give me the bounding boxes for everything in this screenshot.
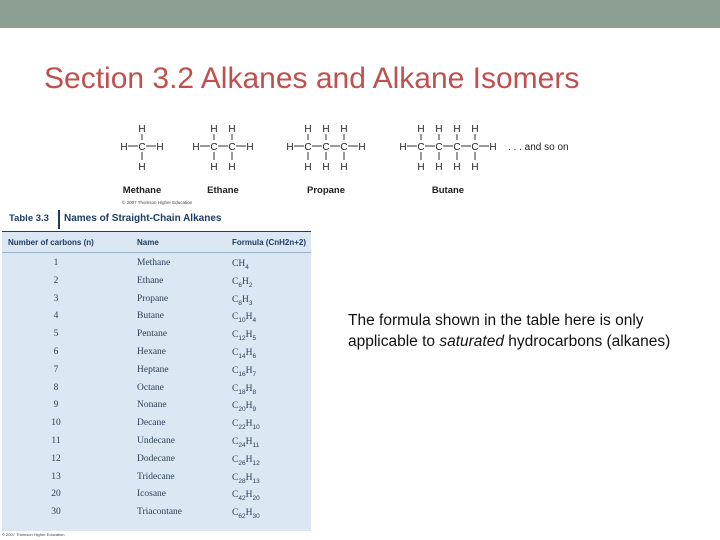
formula-h: H (238, 259, 246, 269)
formula-h: H (245, 490, 253, 501)
formula-c-sub: 22 (238, 424, 246, 432)
formula-h-sub: 9 (252, 406, 257, 414)
carbon-count: 30 (51, 507, 61, 518)
hydrogen-atom: H (304, 162, 312, 173)
hydrogen-atom: H (192, 142, 200, 153)
table-number: Table 3.3 (9, 213, 49, 224)
structure-label: Propane (306, 185, 346, 196)
alkane-formula (232, 347, 256, 360)
formula-c-sub: 12 (238, 335, 246, 343)
alkane-formula (232, 489, 260, 502)
formula-h: H (245, 330, 253, 341)
alkane-formula (232, 276, 252, 289)
formula-c-sub: 18 (238, 388, 246, 396)
table-row (2, 487, 311, 505)
formula-c: C (232, 347, 239, 358)
formula-h: H (245, 347, 253, 358)
alkane-formula (232, 436, 259, 449)
structures-copyright: © 2007 Thomson Higher Education (122, 200, 193, 205)
hydrogen-atom: H (471, 124, 479, 135)
formula-c: C (232, 490, 239, 501)
alkane-name: Pentane (137, 329, 168, 340)
alkane-name: Triacontane (137, 507, 183, 518)
hydrogen-atom: H (210, 124, 218, 135)
hydrogen-atom: H (435, 162, 443, 173)
carbon-atom: C (417, 142, 425, 153)
alkane-name: Undecane (137, 435, 175, 446)
hydrogen-atom: H (322, 162, 330, 173)
structural-formulas (108, 116, 608, 208)
formula-c-sub: 8 (238, 299, 242, 307)
carbon-count: 13 (51, 471, 61, 482)
table-row (2, 434, 311, 452)
formula-h-sub: 5 (252, 335, 257, 343)
hydrogen-atom: H (340, 124, 348, 135)
formula-c: C (232, 383, 239, 394)
alkane-formula (232, 311, 256, 324)
alkane-name: Heptane (137, 364, 169, 375)
carbon-count: 2 (53, 275, 59, 286)
structure-label: Butane (431, 185, 465, 196)
formula-h-sub: 7 (252, 370, 257, 378)
table-body (2, 232, 311, 531)
alkane-structures (108, 116, 608, 208)
hydrogen-atom: H (417, 162, 425, 173)
hydrogen-atom: H (417, 124, 425, 135)
formula-c: C (232, 259, 239, 269)
formula-c-sub: 24 (238, 441, 246, 449)
hydrogen-atom: H (399, 142, 407, 153)
formula-c: C (232, 401, 239, 412)
alkane-formula (232, 472, 260, 485)
carbon-atom: C (435, 142, 443, 153)
formula-h: H (245, 383, 253, 394)
alkane-table (2, 207, 311, 531)
note-before: The formula shown in the table here is only applicable to (348, 312, 644, 350)
formula-c-sub: 28 (238, 477, 246, 485)
hydrogen-atom: H (435, 124, 443, 135)
formula-h: H (245, 472, 253, 483)
alkane-formula (232, 294, 252, 307)
formula-h-sub: 8 (252, 388, 257, 396)
note-after: hydrocarbons (alkanes) (503, 333, 671, 350)
alkane-formula (232, 329, 256, 342)
hydrogen-atom: H (210, 162, 218, 173)
carbon-count: 9 (53, 400, 59, 411)
table-copyright: © 2007 Thomson Higher Education (2, 532, 65, 537)
hydrogen-atom: H (138, 124, 146, 135)
alkane-name: Ethane (137, 275, 164, 286)
table-row (2, 505, 311, 523)
table-row (2, 363, 311, 381)
structure-label: Ethane (207, 185, 239, 196)
alkane-formula (232, 258, 249, 271)
alkane-name: Octane (137, 382, 164, 393)
carbon-count: 6 (53, 346, 59, 357)
carbon-atom: C (322, 142, 330, 153)
formula-c: C (232, 508, 239, 519)
alkane-formula (232, 383, 256, 396)
carbon-atom: C (453, 142, 461, 153)
carbon-count: 7 (53, 364, 59, 375)
alkane-name: Decane (137, 418, 166, 429)
formula-c-sub: 26 (238, 459, 246, 467)
formula-c-sub: 10 (238, 317, 246, 325)
formula-c-sub: 16 (238, 370, 246, 378)
hydrogen-atom: H (138, 162, 146, 173)
table-row (2, 309, 311, 327)
formula-h: H (245, 508, 253, 519)
formula-h-sub: 4 (245, 263, 249, 271)
alkane-name: Butane (137, 311, 164, 322)
hydrogen-atom: H (453, 162, 461, 173)
table-row (2, 256, 311, 274)
table-row (2, 345, 311, 363)
alkane-name: Hexane (137, 346, 167, 357)
hydrogen-atom: H (228, 162, 236, 173)
formula-c: C (232, 276, 239, 287)
carbon-count: 4 (53, 311, 59, 322)
formula-h-sub: 30 (252, 513, 260, 521)
formula-h: H (245, 401, 253, 412)
carbon-count: 10 (51, 418, 61, 429)
carbon-count: 5 (53, 329, 59, 340)
alkane-formula (232, 507, 260, 520)
formula-c: C (232, 330, 239, 341)
formula-c: C (232, 436, 239, 447)
table-row (2, 381, 311, 399)
table-row (2, 274, 311, 292)
carbon-count: 1 (53, 258, 59, 268)
carbon-count: 20 (51, 489, 61, 500)
formula-h-sub: 13 (252, 477, 260, 485)
carbon-atom: C (210, 142, 218, 153)
carbon-atom: C (471, 142, 479, 153)
hydrogen-atom: H (304, 124, 312, 135)
table-divider (58, 210, 60, 229)
carbon-atom: C (304, 142, 312, 153)
formula-h-sub: 2 (248, 281, 253, 289)
hydrogen-atom: H (156, 142, 164, 153)
formula-c: C (232, 419, 239, 430)
hydrogen-atom: H (471, 162, 479, 173)
formula-h-sub: 11 (252, 441, 260, 449)
carbon-count: 8 (53, 382, 59, 393)
col-header-name: Name (137, 238, 159, 247)
col-header-formula: Formula (CnH2n+2) (232, 238, 307, 247)
formula-h: H (245, 365, 253, 376)
hydrogen-atom: H (358, 142, 366, 153)
table-row (2, 452, 311, 470)
alkane-name: Propane (137, 293, 169, 304)
carbon-count: 3 (53, 293, 59, 304)
formula-h-sub: 20 (252, 495, 260, 503)
formula-c: C (232, 365, 239, 376)
hydrogen-atom: H (453, 124, 461, 135)
col-header-carbons: Number of carbons (n) (8, 238, 94, 247)
carbon-count: 11 (51, 435, 61, 446)
top-bar (0, 0, 720, 28)
carbon-atom: C (340, 142, 348, 153)
alkane-formula (232, 454, 260, 467)
table-row (2, 327, 311, 345)
note-emphasis: saturated (439, 333, 504, 350)
formula-c: C (232, 454, 239, 465)
hydrogen-atom: H (246, 142, 254, 153)
formula-c: C (232, 312, 239, 323)
formula-h: H (241, 294, 249, 305)
formula-c: C (232, 472, 239, 483)
table-rows (2, 256, 311, 523)
formula-h: H (241, 276, 249, 287)
formula-h-sub: 6 (252, 352, 257, 360)
note-text (348, 310, 708, 352)
formula-c-sub: 14 (238, 352, 246, 360)
table-row (2, 416, 311, 434)
hydrogen-atom: H (286, 142, 294, 153)
hydrogen-atom: H (228, 124, 236, 135)
formula-c-sub: 20 (238, 406, 246, 414)
structure-label: Methane (122, 185, 162, 196)
carbon-count: 12 (51, 453, 61, 464)
alkane-name: Icosane (137, 489, 167, 500)
formula-c-sub: 6 (238, 281, 242, 289)
table-name: Names of Straight-Chain Alkanes (64, 213, 222, 224)
formula-h-sub: 12 (252, 459, 260, 467)
formula-h-sub: 10 (252, 424, 260, 432)
formula-h: H (245, 419, 253, 430)
formula-h: H (245, 312, 253, 323)
table-row (2, 398, 311, 416)
continuation-text: . . . and so on (508, 142, 569, 153)
table-row (2, 470, 311, 488)
carbon-atom: C (228, 142, 236, 153)
alkane-name: Nonane (137, 400, 167, 411)
alkane-name: Methane (137, 258, 171, 268)
alkane-name: Dodecane (137, 453, 175, 464)
formula-c-sub: 42 (238, 495, 246, 503)
formula-c: C (232, 294, 239, 305)
alkane-formula (232, 365, 256, 378)
alkane-formula (232, 418, 260, 431)
carbon-atom: C (138, 142, 146, 153)
hydrogen-atom: H (322, 124, 330, 135)
table-row (2, 292, 311, 310)
formula-c-sub: 62 (238, 513, 246, 521)
hydrogen-atom: H (120, 142, 128, 153)
column-headers (2, 232, 311, 253)
alkane-formula (232, 400, 256, 413)
formula-h-sub: 4 (252, 317, 257, 325)
alkane-name: Tridecane (137, 471, 175, 482)
slide-title: Section 3.2 Alkanes and Alkane Isomers (44, 62, 580, 95)
formula-h: H (245, 454, 253, 465)
table-header (2, 207, 311, 232)
formula-h: H (245, 436, 253, 447)
hydrogen-atom: H (340, 162, 348, 173)
hydrogen-atom: H (489, 142, 497, 153)
formula-h-sub: 3 (248, 299, 253, 307)
